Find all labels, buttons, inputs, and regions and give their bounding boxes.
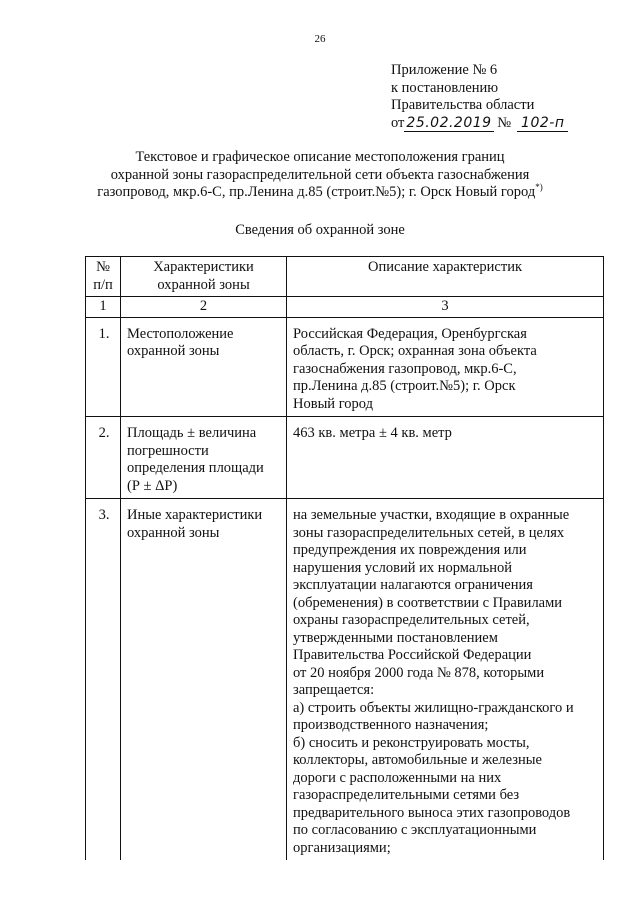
handwritten-date: 25.02.2019 — [406, 114, 492, 131]
appendix-line-government: Правительства области — [391, 97, 535, 113]
appendix-block — [391, 62, 568, 132]
row-index: 2. — [86, 417, 121, 499]
title-line: газопровод, мкр.6-С, пр.Ленина д.85 (строит.№5); г. Орск Новый город*) — [97, 182, 543, 200]
row-description: 463 кв. метра ± 4 кв. метр — [287, 417, 604, 499]
number-sign: № — [497, 114, 512, 131]
title-line: охранной зоны газораспределительной сети объекта газоснабжения — [110, 166, 530, 183]
row-characteristic: Иные характеристики охранной зоны — [121, 499, 287, 861]
appendix-title: Приложение № 6 — [391, 62, 498, 78]
header-number: № п/п — [86, 257, 121, 297]
appendix-line-resolution: к постановлению — [391, 79, 499, 96]
row-index: 1. — [86, 317, 121, 417]
protection-zone-table — [85, 256, 604, 860]
table-row — [86, 417, 604, 499]
section-subtitle: Сведения об охранной зоне — [235, 222, 405, 238]
row-index: 3. — [86, 499, 121, 861]
table-row — [86, 317, 604, 417]
document-title — [60, 149, 580, 202]
appendix-date-number-line — [391, 115, 568, 133]
page-number: 26 — [314, 33, 326, 45]
title-line: Текстовое и графическое описание местоположения границ — [135, 149, 505, 165]
header-description: Описание характеристик — [287, 257, 604, 297]
column-number: 1 — [86, 297, 121, 318]
row-characteristic: Местоположение охранной зоны — [121, 317, 287, 417]
header-characteristics: Характеристики охранной зоны — [121, 257, 287, 297]
row-characteristic: Площадь ± величина погрешности определения площади (Р ± ΔР) — [121, 417, 287, 499]
column-number: 3 — [287, 297, 604, 318]
table-header-row — [86, 257, 604, 297]
footnote-mark: *) — [535, 182, 543, 192]
handwritten-number: 102-п — [517, 115, 568, 132]
column-number-row — [86, 297, 604, 318]
table-row — [86, 499, 604, 861]
column-number: 2 — [121, 297, 287, 318]
appendix-from-label: от — [391, 114, 405, 131]
row-description: Российская Федерация, Оренбургская область, г. Орск; охранная зона объекта газоснабжения газопровод, мкр.6-С, пр.Ленина д.85 (строит.№5); г. Орск Новый город — [287, 317, 604, 417]
row-description: на земельные участки, входящие в охранные зоны газораспределительных сетей, в целях предупреждения их повреждения или нарушения условий их нормальной эксплуатации налагаются ограничения (обременения) в соответствии с Правилами охраны газораспределительных сетей, утвержденными постановлением Правительства Российской Федерации от 20 ноября 2000 года № 878, которыми запрещается: а) строить объекты жилищно-гражданского и производственного назначения; б) сносить и реконструировать мосты, коллекторы, автомобильные и железные дороги с расположенными на них газораспределительными сетями без предварительного выноса этих газопроводов по согласованию с эксплуатационными организациями; — [287, 499, 604, 861]
